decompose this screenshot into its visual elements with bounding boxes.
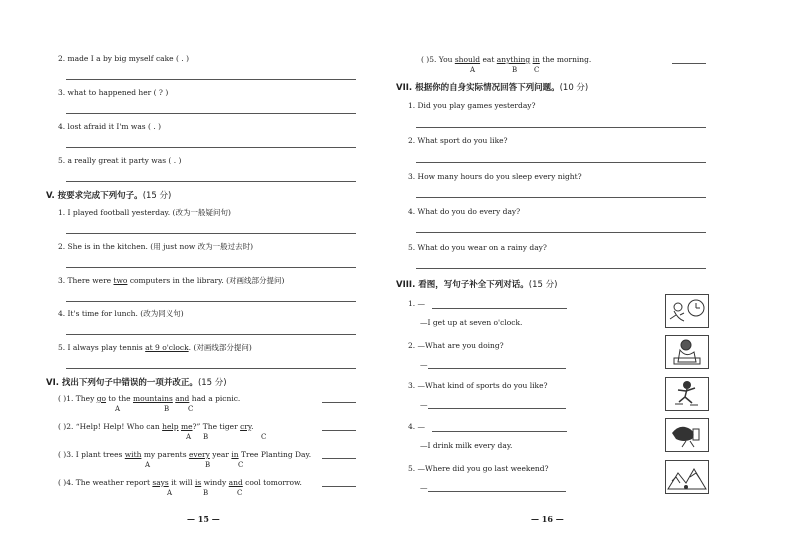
question-text: What do you wear on a rainy day? bbox=[417, 243, 547, 252]
section-8-title bbox=[396, 278, 557, 290]
reorder-question-2 bbox=[58, 54, 189, 64]
answer-line[interactable] bbox=[428, 368, 566, 369]
boy-skating-icon bbox=[665, 377, 709, 411]
section-title-text: VII. 根据你的自身实际情况回答下列问题。 bbox=[396, 83, 560, 93]
option-a-word: help bbox=[162, 422, 179, 431]
sec6-question-5 bbox=[421, 55, 591, 65]
correction-blank[interactable] bbox=[322, 486, 356, 487]
label-a: A bbox=[470, 66, 476, 74]
answer-line[interactable] bbox=[432, 308, 567, 309]
sec7-question-3 bbox=[408, 172, 582, 182]
right-page bbox=[396, 0, 800, 560]
question-number: 3. bbox=[58, 88, 66, 97]
section-points: (15 分) bbox=[142, 191, 172, 201]
question-text: I played football yesterday. (改为一般疑问句) bbox=[67, 208, 231, 217]
label-c: C bbox=[237, 489, 243, 497]
reorder-question-3 bbox=[58, 88, 168, 98]
option-b-word: me bbox=[180, 422, 193, 431]
dialog-text: —What kind of sports do you like? bbox=[417, 381, 548, 390]
option-c-word: and bbox=[228, 478, 243, 487]
sec7-question-1 bbox=[408, 101, 536, 111]
dialog-text: —Where did you go last weekend? bbox=[417, 464, 549, 473]
sec6-question-3 bbox=[58, 450, 311, 460]
sentence-part: the morning. bbox=[539, 55, 592, 64]
sec7-question-4 bbox=[408, 207, 520, 217]
question-number: 3. bbox=[408, 172, 416, 181]
sec7-question-5 bbox=[408, 243, 547, 253]
correction-blank[interactable] bbox=[322, 430, 356, 431]
label-c: C bbox=[188, 405, 194, 413]
question-text-pre: There were bbox=[67, 276, 114, 285]
answer-paren: ( )1. bbox=[58, 394, 74, 403]
sec5-question-4 bbox=[58, 309, 184, 319]
label-b: B bbox=[164, 405, 170, 413]
reorder-question-5 bbox=[58, 156, 181, 166]
sec8-dialog-3-line-2: — bbox=[420, 400, 428, 409]
option-a-word: with bbox=[124, 450, 142, 459]
page-number: — 15 — bbox=[187, 514, 220, 524]
section-points: (10 分) bbox=[559, 83, 589, 93]
section-title-text: VI. 找出下列句子中错误的一项并改正。 bbox=[46, 378, 198, 388]
section-5-title bbox=[46, 189, 171, 201]
answer-line[interactable] bbox=[66, 301, 356, 302]
sentence-part: ?” The tiger bbox=[192, 422, 241, 431]
answer-line[interactable] bbox=[66, 233, 356, 234]
answer-paren: ( )3. bbox=[58, 450, 74, 459]
option-c-word: cry bbox=[240, 422, 252, 431]
answer-line[interactable] bbox=[66, 368, 356, 369]
answer-paren: ( )5. bbox=[421, 55, 437, 64]
question-text-post: . (对画线部分提问) bbox=[188, 343, 252, 352]
question-text: made I a by big myself cake ( . ) bbox=[67, 54, 190, 63]
sentence-part: The weather report bbox=[75, 478, 153, 487]
sec8-dialog-2-line-1 bbox=[408, 341, 504, 351]
dialog-text: — bbox=[417, 299, 426, 308]
section-7-title bbox=[396, 81, 588, 93]
question-number: 5. bbox=[408, 243, 416, 252]
sec6-question-2 bbox=[58, 422, 253, 432]
sentence-part: to the bbox=[106, 394, 133, 403]
question-number: 4. bbox=[408, 207, 416, 216]
answer-line[interactable] bbox=[416, 268, 706, 269]
sec8-dialog-4-line-1 bbox=[408, 422, 425, 432]
option-c-word: in bbox=[532, 55, 540, 64]
sec8-dialog-3-line-1 bbox=[408, 381, 548, 391]
question-text: lost afraid it I'm was ( . ) bbox=[67, 122, 162, 131]
question-number: 4. bbox=[58, 122, 66, 131]
sentence-part: had a picnic. bbox=[189, 394, 241, 403]
correction-blank[interactable] bbox=[322, 458, 356, 459]
answer-paren: ( )4. bbox=[58, 478, 74, 487]
sec6-question-4 bbox=[58, 478, 302, 488]
label-a: A bbox=[167, 489, 173, 497]
question-number: 1. bbox=[408, 299, 416, 308]
underlined-word: two bbox=[113, 276, 128, 285]
answer-line[interactable] bbox=[432, 431, 567, 432]
answer-line[interactable] bbox=[416, 232, 706, 233]
question-text: what to happened her ( ? ) bbox=[67, 88, 169, 97]
question-text: What do you do every day? bbox=[417, 207, 521, 216]
answer-line[interactable] bbox=[416, 162, 706, 163]
answer-line[interactable] bbox=[66, 267, 356, 268]
answer-line[interactable] bbox=[66, 79, 356, 80]
sentence-part: it will bbox=[168, 478, 195, 487]
sentence-part: . bbox=[251, 422, 254, 431]
label-b: B bbox=[205, 461, 211, 469]
section-6-title bbox=[46, 376, 227, 388]
question-number: 4. bbox=[408, 422, 416, 431]
label-a: A bbox=[186, 433, 192, 441]
question-number: 5. bbox=[58, 343, 66, 352]
sec8-dialog-5-line-1 bbox=[408, 464, 549, 474]
sec8-dialog-1-line-2: —I get up at seven o'clock. bbox=[420, 318, 523, 327]
option-c-word: and bbox=[175, 394, 190, 403]
dialog-text: — bbox=[417, 422, 426, 431]
sec7-question-2 bbox=[408, 136, 508, 146]
section-points: (15 分) bbox=[197, 378, 227, 388]
dialog-text: —What are you doing? bbox=[417, 341, 504, 350]
sec5-question-1 bbox=[58, 208, 231, 218]
sentence-part: windy bbox=[201, 478, 229, 487]
correction-blank[interactable] bbox=[322, 402, 356, 403]
sentence-part: Tree Planting Day. bbox=[238, 450, 312, 459]
sentence-part: year bbox=[209, 450, 232, 459]
label-b: B bbox=[203, 433, 209, 441]
underlined-phrase: at 9 o'clock bbox=[145, 343, 189, 352]
sentence-part: my parents bbox=[141, 450, 189, 459]
label-b: B bbox=[512, 66, 518, 74]
label-c: C bbox=[534, 66, 540, 74]
option-a-word: should bbox=[454, 55, 481, 64]
sec5-question-2 bbox=[58, 242, 253, 252]
girl-drinking-icon bbox=[665, 418, 709, 452]
label-c: C bbox=[261, 433, 267, 441]
sentence-part: They bbox=[75, 394, 97, 403]
question-number: 4. bbox=[58, 309, 66, 318]
option-b-word: every bbox=[188, 450, 210, 459]
correction-blank[interactable] bbox=[672, 63, 706, 64]
question-text: It's time for lunch. (改为同义句) bbox=[67, 309, 184, 318]
answer-line[interactable] bbox=[66, 113, 356, 114]
question-number: 1. bbox=[58, 208, 66, 217]
answer-line[interactable] bbox=[416, 127, 706, 128]
answer-line[interactable] bbox=[66, 147, 356, 148]
sentence-part: You bbox=[438, 55, 455, 64]
label-a: A bbox=[145, 461, 151, 469]
question-text-post: computers in the library. (对画线部分提问) bbox=[127, 276, 285, 285]
question-number: 2. bbox=[58, 54, 66, 63]
label-a: A bbox=[115, 405, 121, 413]
sec8-dialog-4-line-2: —I drink milk every day. bbox=[420, 441, 513, 450]
reorder-question-4 bbox=[58, 122, 161, 132]
sec8-dialog-2-line-2: — bbox=[420, 360, 428, 369]
question-text: What sport do you like? bbox=[417, 136, 508, 145]
boy-drawing-icon bbox=[665, 335, 709, 369]
sentence-part: cool tomorrow. bbox=[242, 478, 302, 487]
option-c-word: in bbox=[231, 450, 239, 459]
question-number: 3. bbox=[408, 381, 416, 390]
question-number: 2. bbox=[58, 242, 66, 251]
answer-line[interactable] bbox=[66, 334, 356, 335]
answer-paren: ( )2. bbox=[58, 422, 74, 431]
question-text: a really great it party was ( . ) bbox=[67, 156, 182, 165]
sec5-question-5 bbox=[58, 343, 252, 353]
section-points: (15 分) bbox=[528, 280, 558, 290]
section-title-text: V. 按要求完成下列句子。 bbox=[46, 191, 143, 201]
question-number: 2. bbox=[408, 341, 416, 350]
sec5-question-3 bbox=[58, 276, 284, 286]
question-number: 5. bbox=[58, 156, 66, 165]
sec8-dialog-5-line-2: — bbox=[420, 483, 428, 492]
option-a-word: go bbox=[96, 394, 107, 403]
sentence-part: “Help! Help! Who can bbox=[75, 422, 163, 431]
question-text: She is in the kitchen. (用 just now 改为一般过去时) bbox=[67, 242, 254, 251]
label-b: B bbox=[203, 489, 209, 497]
answer-line[interactable] bbox=[416, 197, 706, 198]
option-b-word: anything bbox=[496, 55, 531, 64]
sec6-question-1 bbox=[58, 394, 240, 404]
answer-line[interactable] bbox=[428, 491, 566, 492]
question-text-pre: I always play tennis bbox=[67, 343, 146, 352]
sentence-part: I plant trees bbox=[75, 450, 125, 459]
option-b-word: mountains bbox=[133, 394, 173, 403]
page-number: — 16 — bbox=[531, 514, 564, 524]
answer-line[interactable] bbox=[66, 181, 356, 182]
option-a-word: says bbox=[152, 478, 169, 487]
question-text: Did you play games yesterday? bbox=[417, 101, 536, 110]
sentence-part: eat bbox=[480, 55, 497, 64]
question-number: 5. bbox=[408, 464, 416, 473]
clock-boy-icon bbox=[665, 294, 709, 328]
sec8-dialog-1-line-1 bbox=[408, 299, 425, 309]
question-number: 1. bbox=[408, 101, 416, 110]
question-text: How many hours do you sleep every night? bbox=[417, 172, 582, 181]
question-number: 2. bbox=[408, 136, 416, 145]
answer-line[interactable] bbox=[428, 408, 566, 409]
hiking-scene-icon bbox=[665, 460, 709, 494]
section-title-text: VIII. 看图，写句子补全下列对话。 bbox=[396, 280, 529, 290]
question-number: 3. bbox=[58, 276, 66, 285]
option-b-word: is bbox=[194, 478, 202, 487]
label-c: C bbox=[238, 461, 244, 469]
